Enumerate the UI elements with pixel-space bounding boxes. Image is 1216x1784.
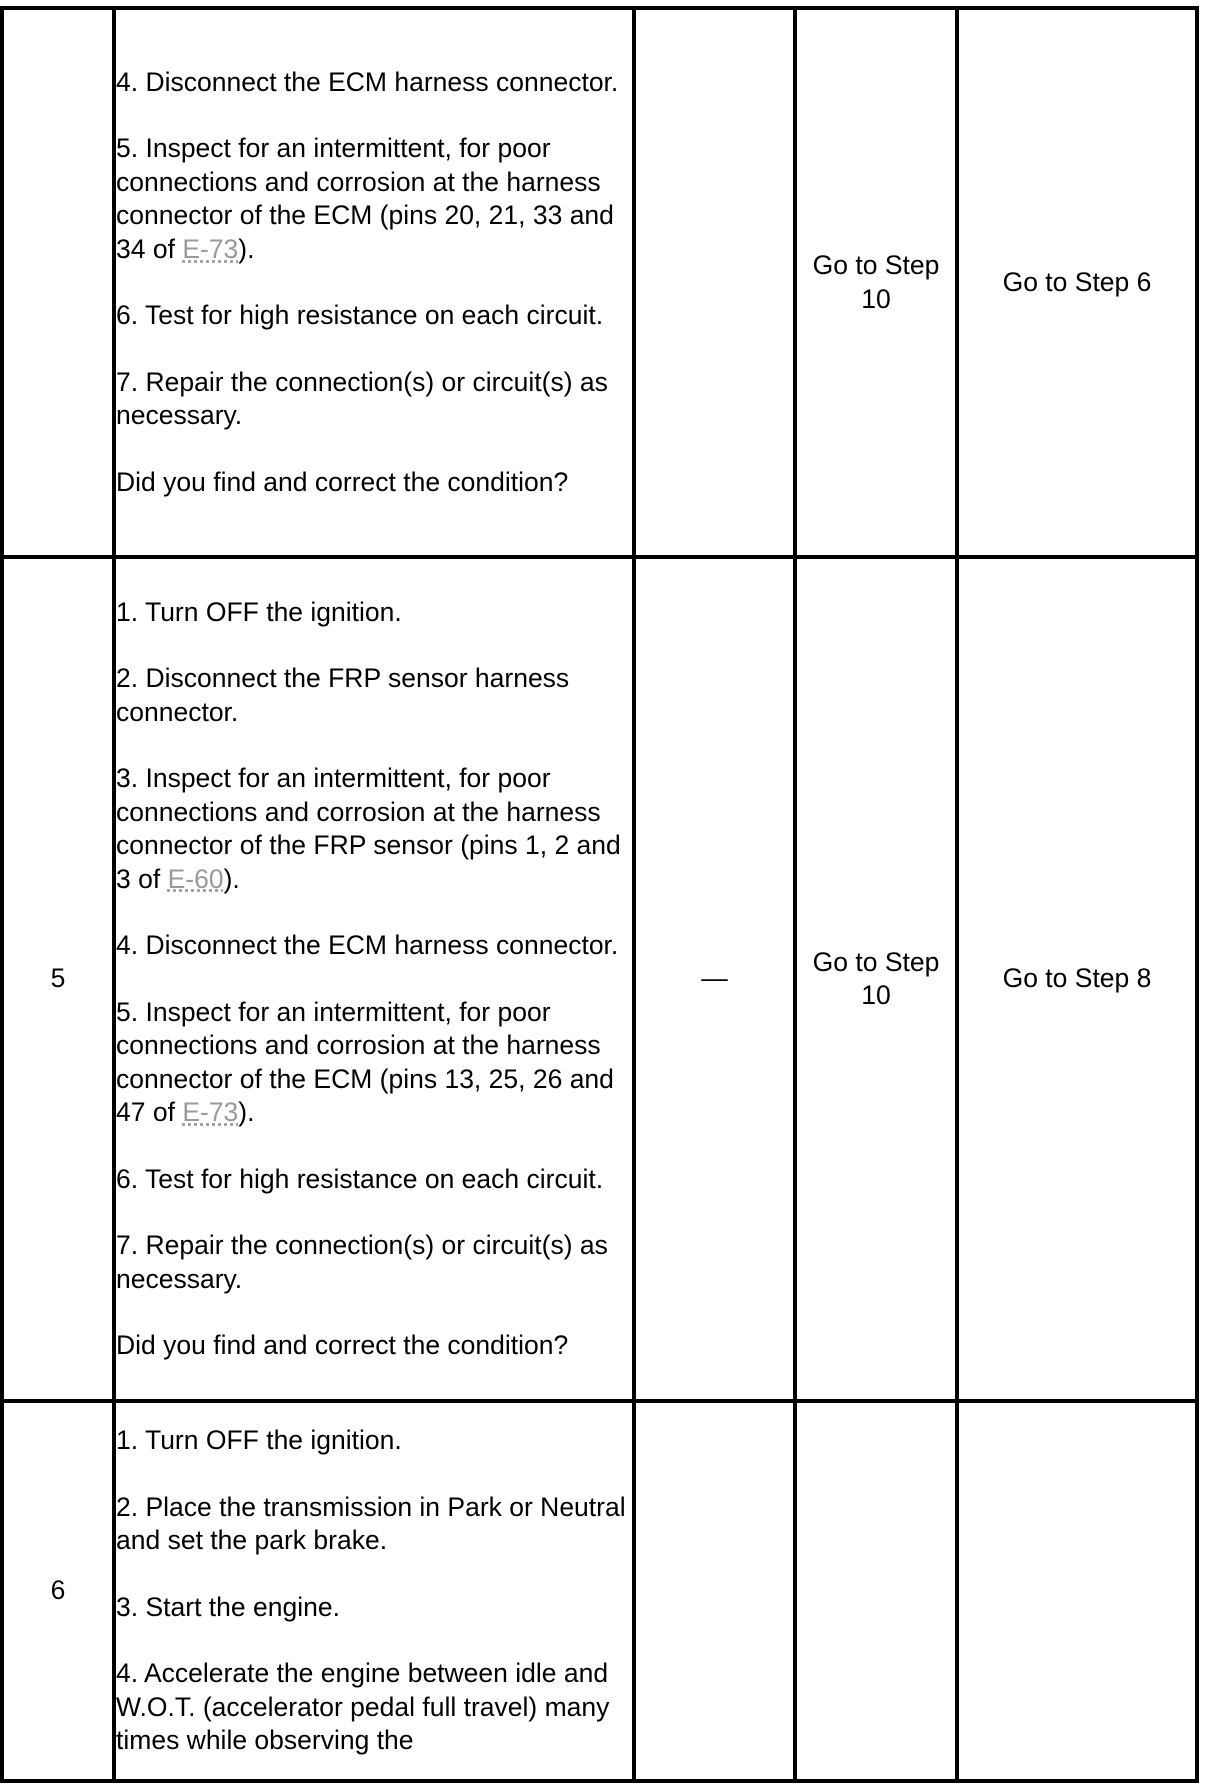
table-row — [2, 1401, 1197, 1781]
no-result-cell — [957, 1401, 1197, 1781]
connector-reference-link[interactable]: E-73 — [182, 233, 239, 264]
action-step-text — [116, 1591, 632, 1625]
action-text: 3. Inspect for an intermittent, for poor connections and corrosion at the harness connector of the FRP sensor (pins 1, 2 and 3 of — [116, 763, 621, 894]
action-step-text — [116, 996, 632, 1130]
action-cell — [114, 8, 634, 557]
step-number-cell — [2, 8, 114, 557]
diagnostic-step-table — [0, 6, 1199, 1783]
action-text-suffix: ). — [238, 1097, 255, 1127]
action-step-text — [116, 1163, 632, 1197]
action-text: 7. Repair the connection(s) or circuit(s) as necessary. — [116, 366, 608, 431]
action-text: 1. Turn OFF the ignition. — [116, 596, 402, 627]
action-step-text — [116, 762, 632, 896]
action-step-text — [116, 1424, 632, 1458]
action-step-text — [116, 929, 632, 963]
action-text: Did you find and correct the condition? — [116, 1330, 569, 1360]
action-text: 1. Turn OFF the ignition. — [116, 1425, 402, 1456]
action-step-text — [116, 1657, 632, 1758]
no-result-cell: Go to Step 8 — [957, 557, 1197, 1401]
action-step-text — [116, 66, 632, 100]
action-text: 4. Disconnect the ECM harness connector. — [116, 930, 619, 960]
action-text: Did you find and correct the condition? — [116, 466, 569, 497]
action-text: 6. Test for high resistance on each circuit. — [116, 1163, 604, 1194]
yes-result-cell: Go to Step 10 — [795, 557, 957, 1401]
table-row — [2, 8, 1197, 557]
yes-result-cell — [795, 1401, 957, 1781]
table-body — [2, 8, 1197, 1781]
connector-reference-link[interactable]: E-73 — [182, 1097, 239, 1127]
action-text-suffix: ). — [238, 233, 255, 264]
action-step-text — [116, 299, 632, 333]
action-text: 5. Inspect for an intermittent, for poor connections and corrosion at the harness connector of the ECM (pins 13, 25, 26 and 47 of — [116, 996, 614, 1127]
action-step-text — [116, 366, 632, 433]
action-step-text — [116, 1491, 632, 1558]
action-step-text — [116, 466, 632, 500]
action-text: 2. Disconnect the FRP sensor harness connector. — [116, 663, 570, 727]
step-number-cell: 6 — [2, 1401, 114, 1781]
action-text: 2. Place the transmission in Park or Neutral and set the park brake. — [116, 1491, 626, 1556]
action-cell — [114, 557, 634, 1401]
action-text: 3. Start the engine. — [116, 1591, 340, 1622]
action-step-text — [116, 596, 632, 630]
action-step-text — [116, 1329, 632, 1363]
action-text-suffix: ). — [223, 863, 240, 894]
action-step-text — [116, 132, 632, 266]
step-number-cell: 5 — [2, 557, 114, 1401]
action-text: 5. Inspect for an intermittent, for poor connections and corrosion at the harness connector of the ECM (pins 20, 21, 33 and 34 of — [116, 133, 614, 264]
value-cell — [634, 1401, 795, 1781]
table-row — [2, 557, 1197, 1401]
action-text: 6. Test for high resistance on each circuit. — [116, 300, 604, 331]
action-text: 4. Disconnect the ECM harness connector. — [116, 66, 619, 97]
action-step-text — [116, 1229, 632, 1296]
no-result-cell: Go to Step 6 — [957, 8, 1197, 557]
yes-result-cell: Go to Step 10 — [795, 8, 957, 557]
action-cell — [114, 1401, 634, 1781]
action-step-text — [116, 662, 632, 729]
value-cell — [634, 8, 795, 557]
value-cell: — — [634, 557, 795, 1401]
connector-reference-link[interactable]: E-60 — [167, 863, 224, 894]
action-text: 7. Repair the connection(s) or circuit(s) as necessary. — [116, 1230, 608, 1294]
action-text: 4. Accelerate the engine between idle and W.O.T. (accelerator pedal full travel) many times while observing the — [116, 1658, 610, 1756]
